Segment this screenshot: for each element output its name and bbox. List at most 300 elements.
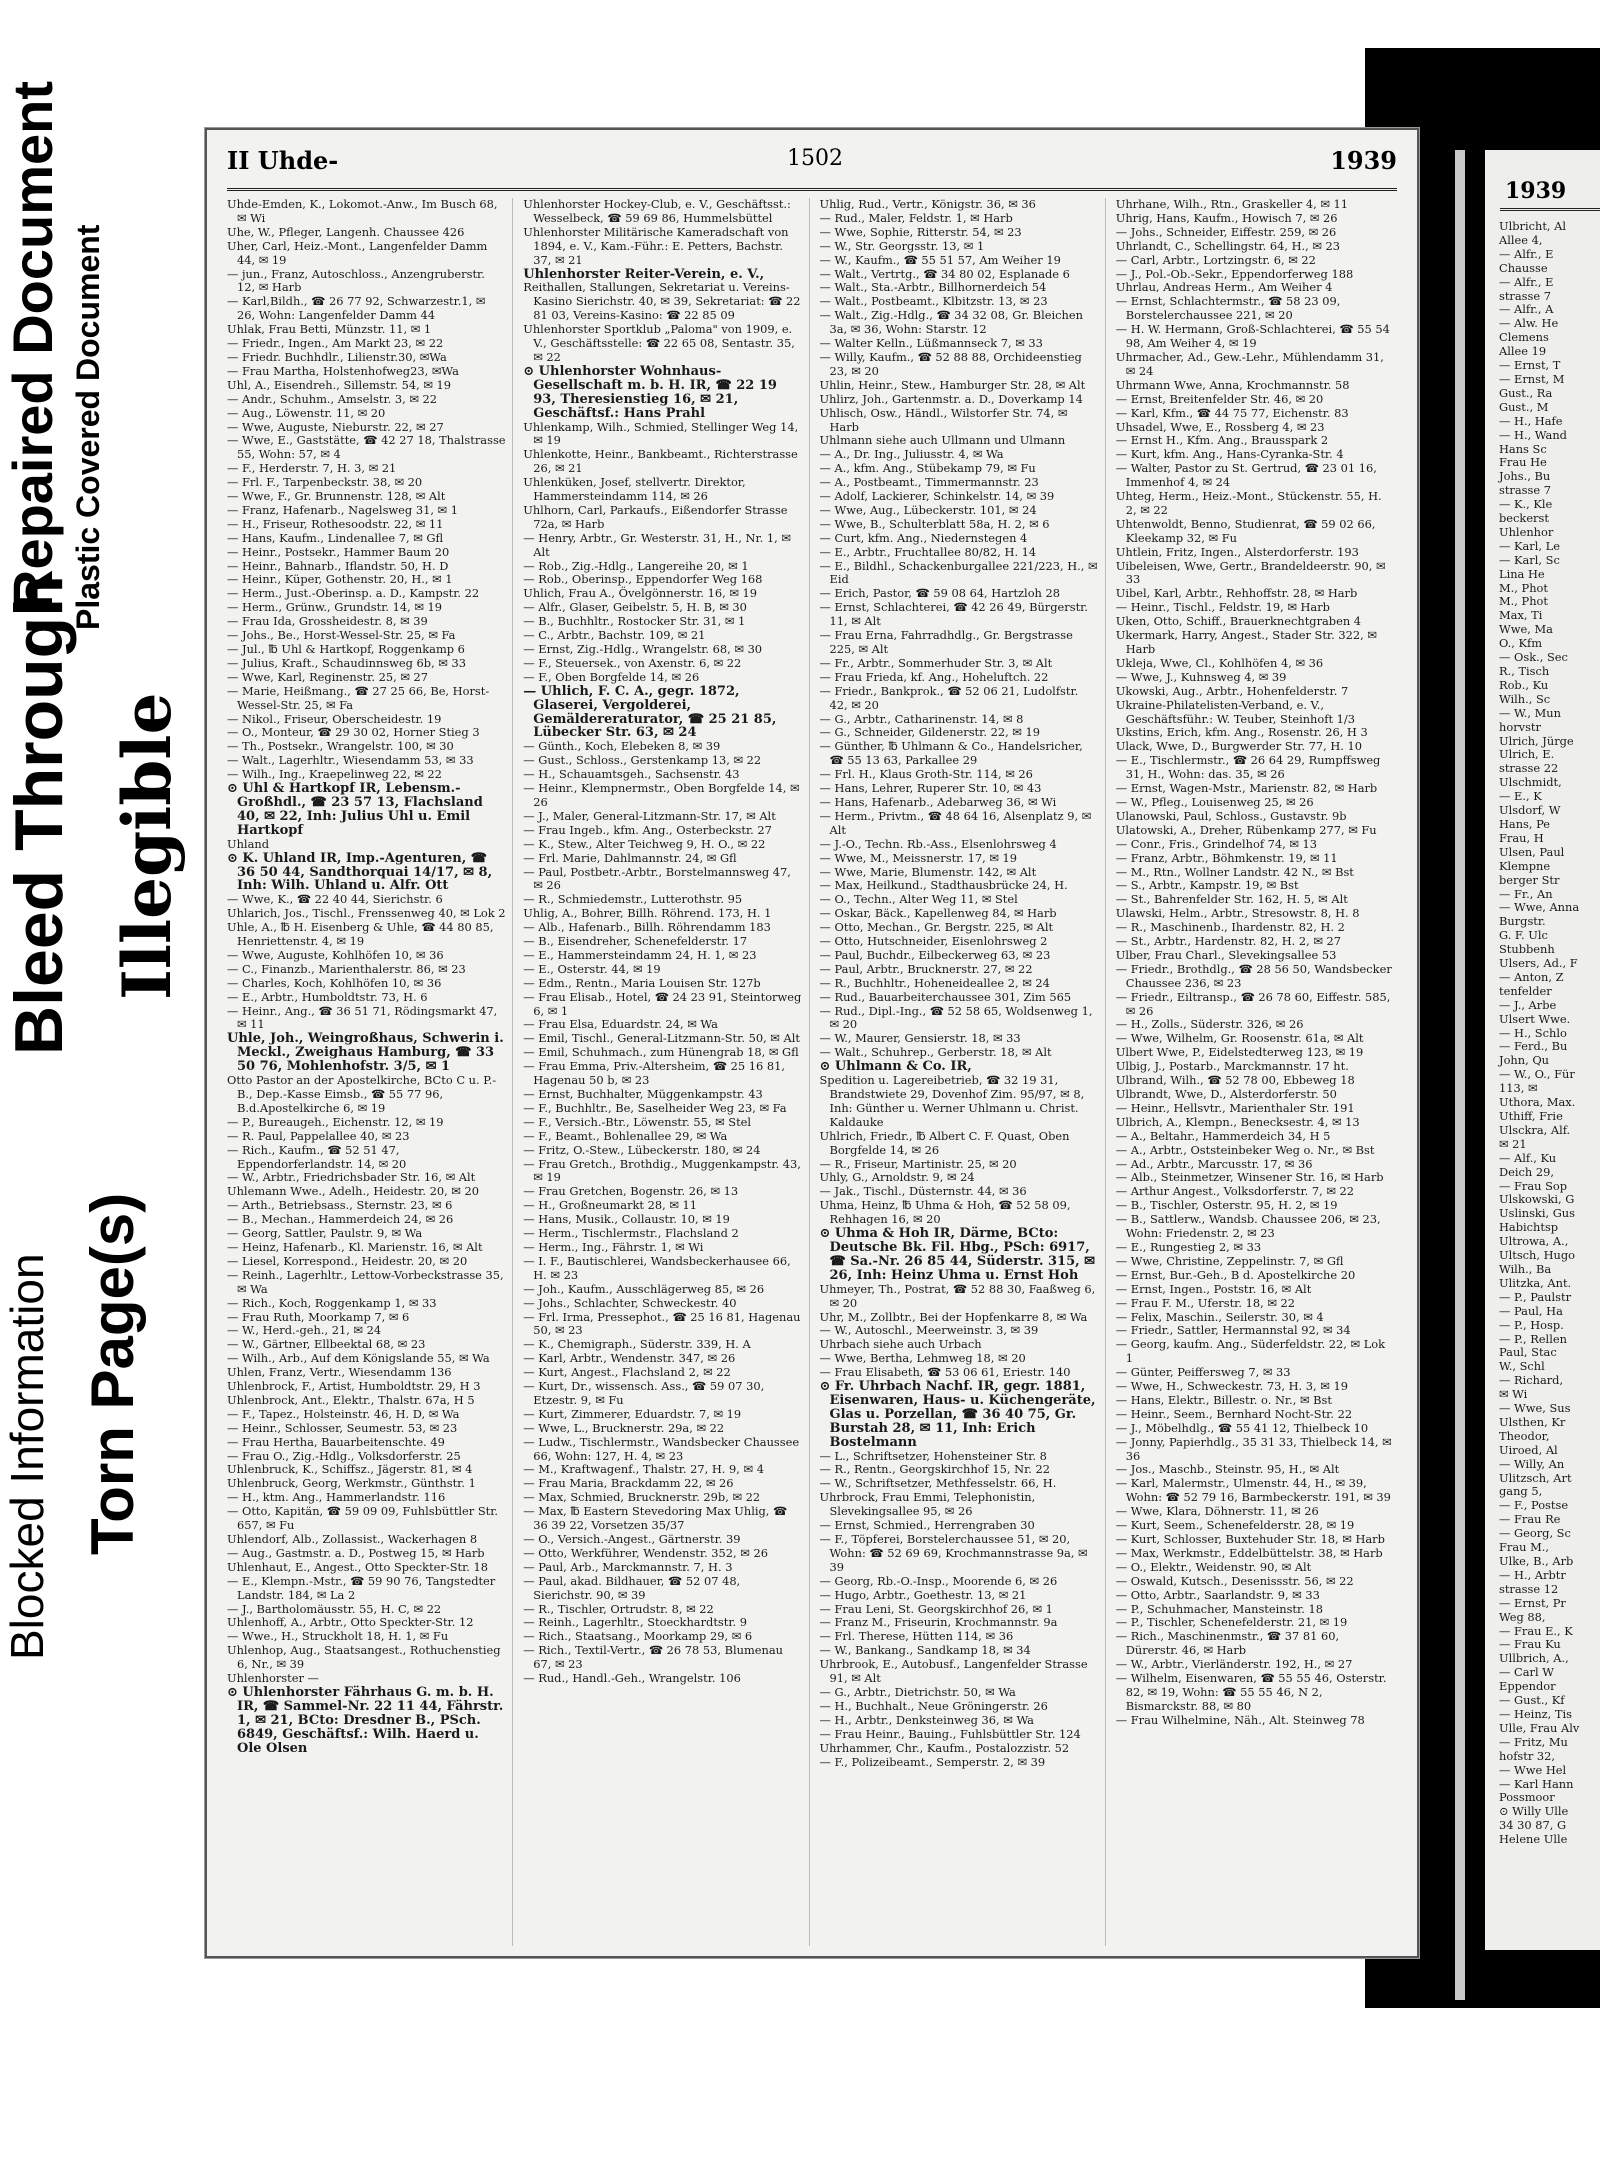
- directory-entry: — Carl, Arbtr., Lortzingstr. 6, ✉ 22: [1115, 252, 1316, 267]
- directory-entry: — Friedr., Eiltransp., ☎ 26 78 60, Eiffestr. 585, ✉ 26: [1115, 989, 1391, 1018]
- directory-entry: — Nikol., Friseur, Oberscheidestr. 19: [227, 711, 442, 726]
- facing-page-line: 113, ✉: [1499, 1081, 1538, 1096]
- directory-entry: Uken, Otto, Schiff., Brauerknechtgraben 4: [1115, 614, 1362, 629]
- directory-entry: Ulbrand, Wilh., ☎ 52 78 00, Ebbeweg 18: [1115, 1073, 1355, 1088]
- directory-entry: Uhle, A., ℔ H. Eisenberg & Uhle, ☎ 44 80 85, Henriettenstr. 4, ✉ 19: [227, 920, 494, 949]
- directory-entry: Spedition u. Lagereibetrieb, ☎ 32 19 31, Brandstwiete 29, Dovenhof Zim. 95/97, ✉ 8, Inh: Günther u. Werner Uhlmann u. Christ. Kaldauke: [819, 1073, 1085, 1129]
- facing-page-line: — Frau Ku: [1499, 1637, 1561, 1652]
- directory-entry: — Max, ℔ Eastern Stevedoring Max Uhlig, ☎ 36 39 22, Vorsetzen 35/37: [523, 1504, 788, 1533]
- facing-page-line: Ulsthen, Kr: [1499, 1414, 1566, 1429]
- directory-entry: — Willy, Kaufm., ☎ 52 88 88, Orchideenstieg 23, ✉ 20: [819, 349, 1082, 378]
- facing-page-line: — H., Hafe: [1499, 413, 1563, 428]
- directory-entry: — Frau O., Zig.-Hdlg., Volksdorferstr. 25: [227, 1448, 461, 1463]
- directory-entry: — Heinr., Schlosser, Seumestr. 53, ✉ 23: [227, 1420, 458, 1435]
- directory-entry: — Walt., Vertrtg., ☎ 34 80 02, Esplanade 6: [819, 266, 1070, 281]
- directory-entry: Uhlemann Wwe., Adelh., Heidestr. 20, ✉ 20: [227, 1184, 479, 1199]
- label-torn-pages: Torn Page(s): [79, 1192, 146, 1555]
- directory-entry: — Karl,Bildh., ☎ 26 77 92, Schwarzestr.1, ✉ 26, Wohn: Langenfelder Damm 44: [227, 294, 486, 323]
- facing-page-line: Frau He: [1499, 455, 1547, 470]
- directory-entry: Uhrbach siehe auch Urbach: [819, 1337, 982, 1352]
- directory-entry: — Wwe, Christine, Zeppelinstr. 7, ✉ Gfl: [1115, 1253, 1344, 1268]
- directory-entry: — F., Töpferei, Borstelerchaussee 51, ✉ 20, Wohn: ☎ 52 69 69, Krochmannstrasse 9a, ✉ 39: [819, 1532, 1088, 1574]
- facing-page-line: Ulschmidt,: [1499, 775, 1562, 790]
- directory-entry: Uhrlandt, C., Schellingstr. 64, H., ✉ 23: [1115, 238, 1341, 253]
- directory-entry: — Reinh., Lagerhltr., Lettow-Vorbeckstrasse 35, ✉ Wa: [227, 1267, 504, 1296]
- directory-entry: — Hugo, Arbtr., Goethestr. 13, ✉ 21: [819, 1587, 1027, 1602]
- directory-entry: — W., Gärtner, Ellbeektal 68, ✉ 23: [227, 1337, 426, 1352]
- facing-page-line: M., Phot: [1499, 580, 1548, 595]
- directory-entry: — Günth., Koch, Elebeken 8, ✉ 39: [523, 739, 721, 754]
- directory-entry: Uhlenhorster Sportklub „Paloma" von 1909, e. V., Geschäftsstelle: ☎ 22 65 08, Sentastr. 35, ✉ 22: [523, 322, 795, 364]
- directory-entry: — R., Buchhltr., Hoheneideallee 2, ✉ 24: [819, 975, 1050, 990]
- facing-page-line: — H., Arbtr: [1499, 1567, 1566, 1582]
- facing-page-line: — H., Schlo: [1499, 1025, 1567, 1040]
- facing-page-line: Clemens: [1499, 330, 1549, 345]
- facing-page-line: Hans Sc: [1499, 441, 1547, 456]
- directory-entry: — Fritz, O.-Stew., Lübeckerstr. 180, ✉ 24: [523, 1142, 761, 1157]
- directory-entry: — Karl, Arbtr., Wendenstr. 347, ✉ 26: [523, 1351, 736, 1366]
- header-section: II Uhde-: [227, 146, 339, 175]
- facing-page-line: Rob., Ku: [1499, 677, 1549, 692]
- directory-entry: — Frau Elisabeth, ☎ 53 06 61, Eriestr. 140: [819, 1365, 1071, 1380]
- facing-page-line: — Frau E., K: [1499, 1623, 1573, 1638]
- directory-entry: — W., Str. Georgsstr. 13, ✉ 1: [819, 238, 985, 253]
- facing-page-line: strasse 7: [1499, 483, 1551, 498]
- facing-page-line: Ultrowa, A.,: [1499, 1234, 1569, 1249]
- directory-entry: Uhlig, A., Bohrer, Billh. Röhrend. 173, H. 1: [523, 906, 772, 921]
- directory-entry: ⊙ Uhl & Hartkopf IR, Lebensm.-Großhdl., ☎ 23 57 13, Flachsland 40, ✉ 22, Inh: Julius Uhl u. Emil Hartkopf: [227, 781, 483, 838]
- directory-entry: — Aug., Gastmstr. a. D., Postweg 15, ✉ Harb: [227, 1545, 485, 1560]
- directory-entry: Uhlirz, Joh., Gartenmstr. a. D., Doverkamp 14: [819, 391, 1083, 406]
- facing-page-line: ⊙ Willy Ulle: [1499, 1804, 1569, 1819]
- facing-page-line: Eppendor: [1499, 1679, 1556, 1694]
- directory-entry: Uhlendorf, Alb., Zollassist., Wackerhagen 8: [227, 1532, 478, 1546]
- directory-entry: — Marie, Heißmang., ☎ 27 25 66, Be, Horst-Wessel-Str. 25, ✉ Fa: [227, 683, 490, 712]
- directory-entry: — Walt., Schuhrep., Gerberstr. 18, ✉ Alt: [819, 1045, 1052, 1060]
- directory-entry: — Wilhelm, Eisenwaren, ☎ 55 55 46, Osterstr. 82, ✉ 19, Wohn: ☎ 55 55 46, N 2, Bismarckstr. 88, ✉ 80: [1115, 1671, 1387, 1713]
- directory-entry: — Hans, Kaufm., Lindenallee 7, ✉ Gfl: [227, 530, 444, 545]
- facing-page-rule: [1500, 208, 1600, 211]
- facing-page-line: — Carl W: [1499, 1665, 1554, 1680]
- directory-entry: — Wwe, Klara, Döhnerstr. 11, ✉ 26: [1115, 1504, 1319, 1519]
- directory-entry: ⊙ K. Uhland IR, Imp.-Agenturen, ☎ 36 50 44, Sandthorquai 14/17, ✉ 8, Inh: Wilh. Uhland u. Alfr. Ott: [227, 850, 493, 894]
- facing-page-line: — E., K: [1499, 789, 1542, 804]
- directory-entry: — M., Kraftwagenf., Thalstr. 27, H. 9, ✉ 4: [523, 1462, 764, 1477]
- directory-entry: — Ernst, Schlachterei, ☎ 42 26 49, Bürgerstr. 11, ✉ Alt: [819, 600, 1088, 629]
- facing-page-line: Burgstr.: [1499, 914, 1546, 929]
- directory-entry: — Ernst, Ingen., Poststr. 16, ✉ Alt: [1115, 1281, 1312, 1296]
- directory-entry: — Johs., Schneider, Eiffestr. 259, ✉ 26: [1115, 224, 1337, 239]
- directory-entry: Uhlig, Rud., Vertr., Königstr. 36, ✉ 36: [819, 198, 1036, 211]
- directory-entry: Uhrmann Wwe, Anna, Krochmannstr. 58: [1115, 377, 1350, 392]
- directory-entry: — Frl. Therese, Hütten 114, ✉ 36: [819, 1629, 1014, 1644]
- directory-entry: — O., Elektr., Weidenstr. 90, ✉ Alt: [1115, 1559, 1312, 1574]
- directory-entry: — G., Arbtr., Catharinenstr. 14, ✉ 8: [819, 711, 1024, 726]
- directory-entry: — Curt, kfm. Ang., Niedernstegen 4: [819, 530, 1028, 545]
- directory-entry: — R., Schmiedemstr., Lutterothstr. 95: [523, 892, 743, 907]
- directory-entry: — Johs., Schlachter, Schweckestr. 40: [523, 1295, 737, 1310]
- facing-page-line: — Anton, Z: [1499, 969, 1564, 984]
- directory-entry: — Rich., Maschinenmstr., ☎ 37 81 60, Dürerstr. 46, ✉ Harb: [1115, 1629, 1340, 1658]
- facing-page-line: Gust., Ra: [1499, 385, 1553, 400]
- directory-entry: — Herm., Ing., Fährstr. 1, ✉ Wi: [523, 1239, 704, 1254]
- facing-page-line: — Alfr., E: [1499, 246, 1554, 261]
- directory-entry: — Karl, Malermstr., Ulmenstr. 44, H., ✉ 39, Wohn: ☎ 52 79 16, Barmbeckerstr. 191, ✉ 39: [1115, 1476, 1391, 1505]
- facing-page-line: Johs., Bu: [1499, 469, 1551, 484]
- directory-entry: Uhmeyer, Th., Postrat, ☎ 52 88 30, Faaßweg 6, ✉ 20: [819, 1281, 1096, 1310]
- directory-entry: — K., Stew., Alter Teichweg 9, H. O., ✉ 22: [523, 836, 766, 851]
- facing-page-line: Uhlenhor: [1499, 524, 1554, 539]
- directory-entry: — Wwe, M., Meissnerstr. 17, ✉ 19: [819, 850, 1017, 865]
- directory-entry: Ulbert Wwe, P., Eidelstedterweg 123, ✉ 19: [1115, 1045, 1364, 1060]
- directory-entry: — B., Buchhltr., Rostocker Str. 31, ✉ 1: [523, 614, 746, 629]
- directory-entry: — Herm., Privtm., ☎ 48 64 16, Alsenplatz 9, ✉ Alt: [819, 808, 1092, 837]
- directory-entry: — Heinr., Seem., Bernhard Nocht-Str. 22: [1115, 1406, 1353, 1421]
- facing-page-line: — Frau Re: [1499, 1512, 1561, 1527]
- facing-page-line: John, Qu: [1499, 1053, 1550, 1068]
- directory-entry: — Frau Frieda, kf. Ang., Hoheluftch. 22: [819, 669, 1049, 684]
- directory-entry: — Wwe, L., Brucknerstr. 29a, ✉ 22: [523, 1420, 725, 1435]
- directory-entry: — G., Arbtr., Dietrichstr. 50, ✉ Wa: [819, 1684, 1016, 1699]
- directory-entry: Uhlisch, Osw., Händl., Wilstorfer Str. 74, ✉ Harb: [819, 405, 1068, 434]
- facing-page-line: Deich 29,: [1499, 1164, 1554, 1179]
- facing-page-line: — Osk., Sec: [1499, 650, 1568, 665]
- directory-entry: — Frau Elisab., Hotel, ☎ 24 23 91, Steintorweg 6, ✉ 1: [523, 989, 802, 1018]
- directory-entry: — B., Tischler, Osterstr. 95, H. 2, ✉ 19: [1115, 1198, 1338, 1213]
- directory-entry: — Walt., Sta.-Arbtr., Billhornerdeich 54: [819, 280, 1047, 295]
- directory-entry: Uhrig, Hans, Kaufm., Howisch 7, ✉ 26: [1115, 210, 1338, 225]
- directory-entry: — Heinz, Hafenarb., Kl. Marienstr. 16, ✉ Alt: [227, 1239, 483, 1254]
- directory-entry: — F., Steuersek., von Axenstr. 6, ✉ 22: [523, 655, 742, 670]
- directory-entry: — A., kfm. Ang., Stübekamp 79, ✉ Fu: [819, 461, 1036, 476]
- directory-entry: — J., Maler, General-Litzmann-Str. 17, ✉ Alt: [523, 808, 776, 823]
- directory-entry: — Uhlich, F. C. A., gegr. 1872, Glaserei, Vergolderei, Gemäldereraturator, ☎ 25 21 85, Lübecker Str. 63, ✉ 24: [523, 683, 777, 741]
- directory-entry: Ukraine-Philatelisten-Verband, e. V., Geschäftsführ.: W. Teuber, Steinhoft 1/3: [1115, 697, 1355, 726]
- label-repaired-document: Repaired Document: [1, 81, 64, 610]
- directory-entry: — Hans, Hafenarb., Adebarweg 36, ✉ Wi: [819, 794, 1057, 809]
- facing-page-line: W., Schl: [1499, 1359, 1545, 1374]
- directory-entry: ⊙ Uhlmann & Co. IR,: [819, 1059, 972, 1075]
- facing-page-line: strasse 22: [1499, 761, 1559, 776]
- facing-page-line: strasse 7: [1499, 288, 1551, 303]
- directory-entry: Uhma, Heinz, ℔ Uhma & Hoh, ☎ 52 58 09, Rehhagen 16, ✉ 20: [819, 1198, 1071, 1227]
- directory-entry: Uhl, A., Eisendreh., Sillemstr. 54, ✉ 19: [227, 377, 451, 392]
- facing-page-line: — Karl, Le: [1499, 538, 1560, 553]
- directory-entry: — Frau Hertha, Bauarbeitenschte. 49: [227, 1434, 445, 1449]
- directory-entry: Uhlrich, Friedr., ℔ Albert C. F. Quast, Oben Borgfelde 14, ✉ 26: [819, 1128, 1070, 1157]
- directory-entry: — Günther, ℔ Uhlmann & Co., Handelsricher, ☎ 55 13 63, Parkallee 29: [819, 739, 1083, 768]
- directory-entry: — Georg, Rb.-O.-Insp., Moorende 6, ✉ 26: [819, 1573, 1058, 1588]
- facing-page-line: — Ernst, T: [1499, 358, 1561, 373]
- directory-entry: — Wwe, K., ☎ 22 40 44, Sierichstr. 6: [227, 892, 443, 907]
- directory-entry: — R., Maschinenb., Ihardenstr. 82, H. 2: [1115, 920, 1345, 935]
- column-2: [523, 198, 809, 1946]
- directory-entry: — Paul, akad. Bildhauer, ☎ 52 07 48, Sierichstr. 90, ✉ 39: [523, 1573, 741, 1602]
- facing-page-line: — Alfr., A: [1499, 302, 1554, 317]
- directory-entry: — Friedr., Ingen., Am Markt 23, ✉ 22: [227, 336, 444, 351]
- directory-entry: — Otto, Mechan., Gr. Bergstr. 225, ✉ Alt: [819, 920, 1054, 935]
- directory-entry: — P., Schuhmacher, Mansteinstr. 18: [1115, 1601, 1323, 1616]
- facing-page-line: ✉ Wi: [1499, 1387, 1528, 1402]
- directory-entry: — Walt., Zig.-Hdlg., ☎ 34 32 08, Gr. Bleichen 3a, ✉ 36, Wohn: Starstr. 12: [819, 308, 1083, 337]
- directory-entry: Uhlenhaut, E., Angest., Otto Speckter-Str. 18: [227, 1559, 489, 1574]
- directory-entry: — Rud., Handl.-Geh., Wrangelstr. 106: [523, 1671, 741, 1686]
- facing-page-line: Ulsert Wwe.: [1499, 1011, 1571, 1026]
- directory-entry: Uhrhammer, Chr., Kaufm., Postalozzistr. 52: [819, 1740, 1070, 1755]
- facing-page-line: Ulsckra, Alf.: [1499, 1122, 1571, 1137]
- directory-entry: Ukowski, Aug., Arbtr., Hohenfelderstr. 7: [1115, 683, 1349, 698]
- directory-entry: — Frau Heinr., Bauing., Fuhlsbüttler Str. 124: [819, 1726, 1081, 1741]
- facing-page-line: Ultsch, Hugo: [1499, 1248, 1576, 1263]
- facing-page-line: Allee 19: [1499, 344, 1547, 359]
- directory-entry: ⊙ Uhlenhorster Wohnhaus-Gesellschaft m. b. H. IR, ☎ 22 19 93, Theresienstieg 16, ✉ 21, Geschäftsf.: Hans Prahl: [523, 363, 777, 421]
- directory-entry: Ulack, Wwe, D., Burgwerder Str. 77, H. 10: [1115, 739, 1363, 754]
- directory-entry: — Wwe, Karl, Reginenstr. 25, ✉ 27: [227, 669, 428, 684]
- facing-page-line: Possmoor: [1499, 1790, 1555, 1805]
- columns: [227, 198, 1401, 1946]
- directory-entry: Uhlen, Franz, Vertr., Wiesendamm 136: [227, 1365, 452, 1380]
- directory-entry: — H., Großneumarkt 28, ✉ 11: [523, 1198, 698, 1213]
- directory-entry: — P., Bureaugeh., Eichenstr. 12, ✉ 19: [227, 1114, 444, 1129]
- directory-entry: — J., Pol.-Ob.-Sekr., Eppendorferweg 188: [1115, 266, 1354, 281]
- directory-entry: — Herm., Tischlermstr., Flachsland 2: [523, 1226, 739, 1241]
- directory-entry: — H. W. Hermann, Groß-Schlachterei, ☎ 55 54 98, Am Weiher 4, ✉ 19: [1115, 322, 1390, 351]
- label-plastic-covered-document: Plastic Covered Document: [70, 224, 106, 630]
- directory-entry: ⊙ Fr. Uhrbach Nachf. IR, gegr. 1881, Eisenwaren, Haus- u. Küchengeräte, Glas u. Porzellan, ☎ 36 40 75, Gr. Burstah 28, ✉ 11, Inh: Erich Bostelmann: [819, 1379, 1096, 1450]
- directory-entry: — K., Chemigraph., Süderstr. 339, H. A: [523, 1337, 751, 1352]
- directory-entry: — A., Dr. Ing., Juliusstr. 4, ✉ Wa: [819, 447, 1004, 462]
- directory-entry: — H., Buchhalt., Neue Gröningerstr. 26: [819, 1698, 1048, 1713]
- directory-entry: — Friedr. Buchhdlr., Lilienstr.30, ✉Wa: [227, 349, 447, 364]
- directory-entry: Uhlenküken, Josef, stellvertr. Direktor, Hammersteindamm 114, ✉ 26: [523, 475, 746, 504]
- directory-entry: — A., Beltahr., Hammerdeich 34, H 5: [1115, 1128, 1331, 1143]
- directory-entry: — Frau Gretch., Brothdig., Muggenkampstr. 43, ✉ 19: [523, 1156, 801, 1185]
- facing-page-line: — Gust., Kf: [1499, 1693, 1565, 1708]
- directory-entry: Uhlmann siehe auch Ullmann und Ulmann: [819, 433, 1066, 448]
- facing-page-line: Chausse: [1499, 260, 1548, 275]
- directory-entry: Uhde-Emden, K., Lokomot.-Anw., Im Busch 68, ✉ Wi: [227, 198, 498, 225]
- label-blocked-information: Blocked Information: [1, 1253, 53, 1660]
- directory-entry: — Wwe, Auguste, Nieburstr. 22, ✉ 27: [227, 419, 444, 434]
- facing-page-line: — Frau Sop: [1499, 1178, 1568, 1193]
- directory-entry: — H., ktm. Ang., Hammerlandstr. 116: [227, 1490, 446, 1505]
- directory-entry: — H., Friseur, Rothesoodstr. 22, ✉ 11: [227, 516, 444, 531]
- directory-entry: — L., Schriftsetzer, Hohensteiner Str. 8: [819, 1448, 1047, 1463]
- column-3: [820, 198, 1106, 1946]
- directory-entry: — Paul, Arbtr., Brucknerstr. 27, ✉ 22: [819, 961, 1033, 976]
- directory-entry: — J., Möbelhdlg., ☎ 55 41 12, Thielbeck 10: [1115, 1420, 1369, 1435]
- facing-page-line: strasse 12: [1499, 1581, 1559, 1596]
- directory-entry: — B., Mechan., Hammerdeich 24, ✉ 26: [227, 1212, 454, 1227]
- directory-entry: — O., Monteur, ☎ 29 30 02, Horner Stieg 3: [227, 725, 480, 740]
- directory-entry: — Th., Postsekr., Wrangelstr. 100, ✉ 30: [227, 739, 454, 754]
- directory-entry: — Charles, Koch, Kohlhöfen 10, ✉ 36: [227, 975, 442, 990]
- page-header: [227, 140, 1397, 176]
- facing-page-line: — F., Postse: [1499, 1498, 1569, 1513]
- directory-entry: — St., Bahrenfelder Str. 162, H. 5, ✉ Alt: [1115, 892, 1348, 907]
- facing-page-line: Ulke, B., Arb: [1499, 1554, 1574, 1568]
- facing-page-line: Habichtsp: [1499, 1220, 1559, 1235]
- directory-entry: Ulber, Frau Charl., Slevekingsallee 53: [1115, 947, 1337, 962]
- directory-entry: — Kurt, Dr., wissensch. Ass., ☎ 59 07 30, Etzestr. 9, ✉ Fu: [523, 1379, 765, 1407]
- directory-entry: — Friedr., Brothdlg., ☎ 28 56 50, Wandsbecker Chaussee 236, ✉ 23: [1115, 961, 1392, 990]
- directory-entry: Ulanowski, Paul, Schloss., Gustavstr. 9b: [1115, 808, 1347, 823]
- directory-entry: — Wwe, Bertha, Lehmweg 18, ✉ 20: [819, 1351, 1026, 1366]
- directory-entry: — Friedr., Sattler, Hermannstal 92, ✉ 34: [1115, 1323, 1351, 1338]
- directory-entry: Uhlenbruck, Georg, Werkmstr., Günthstr. 1: [227, 1476, 476, 1491]
- directory-entry: — Paul, Postbetr.-Arbtr., Borstelmannsweg 47, ✉ 26: [523, 864, 791, 893]
- directory-entry: — Ad., Arbtr., Marcusstr. 17, ✉ 36: [1115, 1156, 1313, 1171]
- facing-page-entries: [1499, 220, 1600, 1847]
- directory-entry: — Frau Erna, Fahrradhdlg., Gr. Bergstrasse 225, ✉ Alt: [819, 628, 1073, 656]
- directory-entry: — W., Maurer, Gensierstr. 18, ✉ 33: [819, 1031, 1021, 1046]
- directory-entry: — W., Kaufm., ☎ 55 51 57, Am Weiher 19: [819, 252, 1061, 267]
- directory-entry: — R., Friseur, Martinistr. 25, ✉ 20: [819, 1156, 1017, 1171]
- directory-entry: — Georg, kaufm. Ang., Süderfeldstr. 22, ✉ Lok 1: [1115, 1337, 1386, 1366]
- facing-page-line: — Ernst, M: [1499, 371, 1565, 386]
- directory-entry: — F., Tapez., Holsteinstr. 46, H. D, ✉ Wa: [227, 1406, 460, 1421]
- directory-entry: — Andr., Schuhm., Amselstr. 3, ✉ 22: [227, 391, 438, 406]
- directory-entry: — Rich., Koch, Roggenkamp 1, ✉ 33: [227, 1295, 437, 1310]
- facing-page-line: Allee 4,: [1499, 232, 1543, 247]
- directory-entry: — Walter Kelln., Lüßmannseck 7, ✉ 33: [819, 336, 1043, 351]
- directory-entry: — W., Arbtr., Friedrichsbader Str. 16, ✉ Alt: [227, 1170, 476, 1185]
- directory-entry: — Frau Ida, Grossheidestr. 8, ✉ 39: [227, 614, 428, 629]
- directory-entry: — Heinr., Bahnarb., Iflandstr. 50, H. D: [227, 558, 449, 573]
- directory-entry: — Arthur Angest., Volksdorferstr. 7, ✉ 22: [1115, 1184, 1355, 1199]
- directory-entry: — Otto, Hutschneider, Eisenlohrsweg 2: [819, 934, 1048, 949]
- directory-entry: — Rich., Textil-Vertr., ☎ 26 78 53, Blumenau 67, ✉ 23: [523, 1643, 783, 1672]
- directory-entry: — Franz, Arbtr., Böhmkenstr. 19, ✉ 11: [1115, 850, 1338, 865]
- directory-entry: — Paul, Arb., Marckmannstr. 7, H. 3: [523, 1559, 733, 1574]
- directory-entry: Uibel, Karl, Arbtr., Rehhoffstr. 28, ✉ Harb: [1115, 586, 1358, 601]
- directory-entry: — Franz M., Friseurin, Krochmannstr. 9a: [819, 1615, 1058, 1630]
- directory-entry: — Otto, Arbtr., Saarlandstr. 9, ✉ 33: [1115, 1587, 1320, 1602]
- facing-page-line: — P., Hosp.: [1499, 1317, 1564, 1332]
- facing-page-line: berger Str: [1499, 872, 1560, 887]
- directory-entry: Uhr, M., Zollbtr., Bei der Hopfenkarre 8, ✉ Wa: [819, 1309, 1088, 1324]
- directory-entry: — F., Beamt., Bohlenallee 29, ✉ Wa: [523, 1128, 728, 1143]
- directory-entry: — Wwe, Marie, Blumenstr. 142, ✉ Alt: [819, 864, 1037, 879]
- directory-entry: — Erich, Pastor, ☎ 59 08 64, Hartzloh 28: [819, 586, 1061, 601]
- directory-entry: — Rud., Dipl.-Ing., ☎ 52 58 65, Woldsenweg 1, ✉ 20: [819, 1003, 1093, 1032]
- directory-entry: — S., Arbtr., Kampstr. 19, ✉ Bst: [1115, 878, 1299, 893]
- facing-page-line: — Wwe, Sus: [1499, 1401, 1571, 1416]
- facing-page-line: — P., Paulstr: [1499, 1289, 1572, 1304]
- directory-entry: — Wwe, Auguste, Kohlhöfen 10, ✉ 36: [227, 947, 444, 962]
- directory-entry: Uhrhane, Wilh., Rtn., Graskeller 4, ✉ 11: [1115, 198, 1348, 211]
- directory-entry: — Walt., Lagerhltr., Wiesendamm 53, ✉ 33: [227, 753, 474, 768]
- facing-page-line: Ulrich, E.: [1499, 747, 1555, 762]
- directory-entry: — A., Postbeamt., Timmermannstr. 23: [819, 475, 1039, 490]
- directory-entry: — Ludw., Tischlermstr., Wandsbecker Chaussee 66, Wohn: 127, H. 4, ✉ 23: [523, 1434, 800, 1463]
- directory-entry: — Frau Maria, Brackdamm 22, ✉ 26: [523, 1476, 734, 1491]
- facing-page-line: — Ernst, Pr: [1499, 1595, 1566, 1610]
- directory-entry: — I. F., Bautischlerei, Wandsbeckerhausee 66, H. ✉ 23: [523, 1253, 791, 1282]
- directory-entry: — O., Versich.-Angest., Gärtnerstr. 39: [523, 1532, 741, 1546]
- facing-page-line: Lina He: [1499, 566, 1545, 581]
- facing-page-line: — Karl Hann: [1499, 1776, 1574, 1791]
- directory-entry: Reithallen, Stallungen, Sekretariat u. Vereins-Kasino Sierichstr. 40, ✉ 39, Sekretariat: ☎ 22 81 03, Vereins-Kasino: ☎ 22 85 09: [523, 280, 801, 323]
- directory-entry: — Frau Martha, Holstenhofweg23, ✉Wa: [227, 363, 459, 378]
- directory-entry: — Walter, Pastor zu St. Gertrud, ☎ 23 01 16, Immenhof 4, ✉ 24: [1115, 461, 1377, 490]
- facing-page-line: — H., Wand: [1499, 427, 1567, 442]
- directory-entry: — Otto, Werkführer, Wendenstr. 352, ✉ 26: [523, 1545, 768, 1560]
- directory-entry: — E., Bildhl., Schackenburgallee 221/223, H., ✉ Eid: [819, 558, 1098, 587]
- directory-entry: Uhlenbrock, Ant., Elektr., Thalstr. 67a, H 5: [227, 1392, 475, 1407]
- facing-page-line: — Wwe Hel: [1499, 1762, 1567, 1777]
- directory-entry: — Heinr., Hellsvtr., Marienthaler Str. 191: [1115, 1100, 1355, 1115]
- directory-entry: — H., Arbtr., Denksteinweg 36, ✉ Wa: [819, 1712, 1034, 1727]
- facing-page-line: — J., Arbe: [1499, 997, 1557, 1012]
- directory-entry: — Karl, Kfm., ☎ 44 75 77, Eichenstr. 83: [1115, 405, 1349, 420]
- column-4: [1116, 198, 1401, 1946]
- directory-entry: — Alfr., Glaser, Geibelstr. 5, H. B, ✉ 30: [523, 600, 747, 615]
- directory-entry: — Frl. Marie, Dahlmannstr. 24, ✉ Gfl: [523, 850, 737, 865]
- directory-entry: — Heinr., Ang., ☎ 36 51 71, Rödingsmarkt 47, ✉ 11: [227, 1003, 498, 1032]
- directory-entry: — Günter, Peiffersweg 7, ✉ 33: [1115, 1365, 1291, 1380]
- directory-entry: — Ernst, Wagen-Mstr., Marienstr. 82, ✉ Harb: [1115, 781, 1378, 796]
- page-number: 1502: [787, 146, 843, 171]
- directory-entry: — Frau F. M., Uferstr. 18, ✉ 22: [1115, 1295, 1296, 1310]
- directory-entry: Uhrbrook, E., Autobusf., Langenfelder Strasse 91, ✉ Alt: [819, 1657, 1088, 1686]
- directory-entry: — Frl. H., Klaus Groth-Str. 114, ✉ 26: [819, 767, 1033, 782]
- directory-entry: Uhe, W., Pfleger, Langenh. Chaussee 426: [227, 224, 465, 239]
- book-spine: [1455, 150, 1465, 2000]
- directory-entry: — P., Tischler, Schenefelderstr. 21, ✉ 19: [1115, 1615, 1348, 1630]
- directory-entry: — Reinh., Lagerhltr., Stoeckhardtstr. 9: [523, 1615, 748, 1630]
- facing-page-line: — Ferd., Bu: [1499, 1039, 1568, 1054]
- directory-entry: — Kurt, kfm. Ang., Hans-Cyranka-Str. 4: [1115, 447, 1344, 462]
- directory-entry: Uhrmacher, Ad., Gew.-Lehr., Mühlendamm 31, ✉ 24: [1115, 349, 1384, 378]
- facing-page-line: — Alw. He: [1499, 316, 1559, 331]
- directory-entry: — Hans, Elektr., Billestr. o. Nr., ✉ Bst: [1115, 1392, 1332, 1407]
- directory-entry: Uhlenkotte, Heinr., Bankbeamt., Richterstrasse 26, ✉ 21: [523, 447, 798, 476]
- directory-entry: — Rob., Zig.-Hdlg., Langereihe 20, ✉ 1: [523, 558, 749, 573]
- directory-entry: Uhlin, Heinr., Stew., Hamburger Str. 28, ✉ Alt: [819, 377, 1086, 392]
- directory-entry: — Alb., Hafenarb., Billh. Röhrendamm 183: [523, 920, 771, 935]
- facing-page-line: Ulsers, Ad., F: [1499, 956, 1578, 971]
- directory-entry: Uhland: [227, 836, 269, 851]
- directory-entry: — Frau Ingeb., kfm. Ang., Osterbeckstr. 27: [523, 822, 772, 837]
- directory-entry: Uher, Carl, Heiz.-Mont., Langenfelder Damm 44, ✉ 19: [227, 238, 488, 267]
- directory-entry: — Fr., Arbtr., Sommerhuder Str. 3, ✉ Alt: [819, 655, 1053, 670]
- directory-entry: — A., Arbtr., Oststeinbeker Weg o. Nr., ✉ Bst: [1115, 1142, 1375, 1157]
- directory-entry: — Jonny, Papierhdlg., 35 31 33, Thielbeck 14, ✉ 36: [1115, 1434, 1392, 1463]
- facing-page-line: Gust., M: [1499, 399, 1549, 414]
- directory-entry: — W., Arbtr., Vierländerstr. 192, H., ✉ 27: [1115, 1657, 1353, 1672]
- facing-page-line: Wwe, Ma: [1499, 622, 1553, 637]
- directory-entry: Ulatowski, A., Dreher, Rübenkamp 277, ✉ Fu: [1115, 822, 1377, 837]
- directory-entry: — O., Techn., Alter Weg 11, ✉ Stel: [819, 892, 1018, 907]
- facing-page-line: Uslinski, Gus: [1499, 1206, 1575, 1221]
- directory-entry: — Ernst H., Kfm. Ang., Brausspark 2: [1115, 433, 1329, 448]
- directory-entry: — E., Tischlermstr., ☎ 26 64 29, Rumpffsweg 31, H., Wohn: das. 35, ✉ 26: [1115, 753, 1381, 782]
- header-year: 1939: [1330, 146, 1397, 175]
- directory-entry: — Kurt, Zimmerer, Eduardstr. 7, ✉ 19: [523, 1406, 742, 1421]
- directory-entry: — Emil, Tischl., General-Litzmann-Str. 50, ✉ Alt: [523, 1031, 800, 1046]
- directory-entry: — Kurt, Seem., Schenefelderstr. 28, ✉ 19: [1115, 1518, 1355, 1533]
- directory-entry: — Ernst, Bur.-Geh., B d. Apostelkirche 20: [1115, 1267, 1356, 1282]
- directory-entry: — Adolf, Lackierer, Schinkelstr. 14, ✉ 39: [819, 489, 1055, 504]
- facing-page-line: — P., Rellen: [1499, 1331, 1567, 1346]
- facing-page-line: — Heinz, Tis: [1499, 1706, 1572, 1721]
- directory-entry: Uhrlau, Andreas Herm., Am Weiher 4: [1115, 280, 1333, 295]
- directory-entry: — Herm., Grünw., Grundstr. 14, ✉ 19: [227, 600, 443, 615]
- directory-entry: — W., Schriftsetzer, Methfesselstr. 66, H.: [819, 1476, 1057, 1491]
- directory-entry: — Kurt, Angest., Flachsland 2, ✉ 22: [523, 1365, 731, 1380]
- directory-entry: — Oskar, Bäck., Kapellenweg 84, ✉ Harb: [819, 906, 1057, 921]
